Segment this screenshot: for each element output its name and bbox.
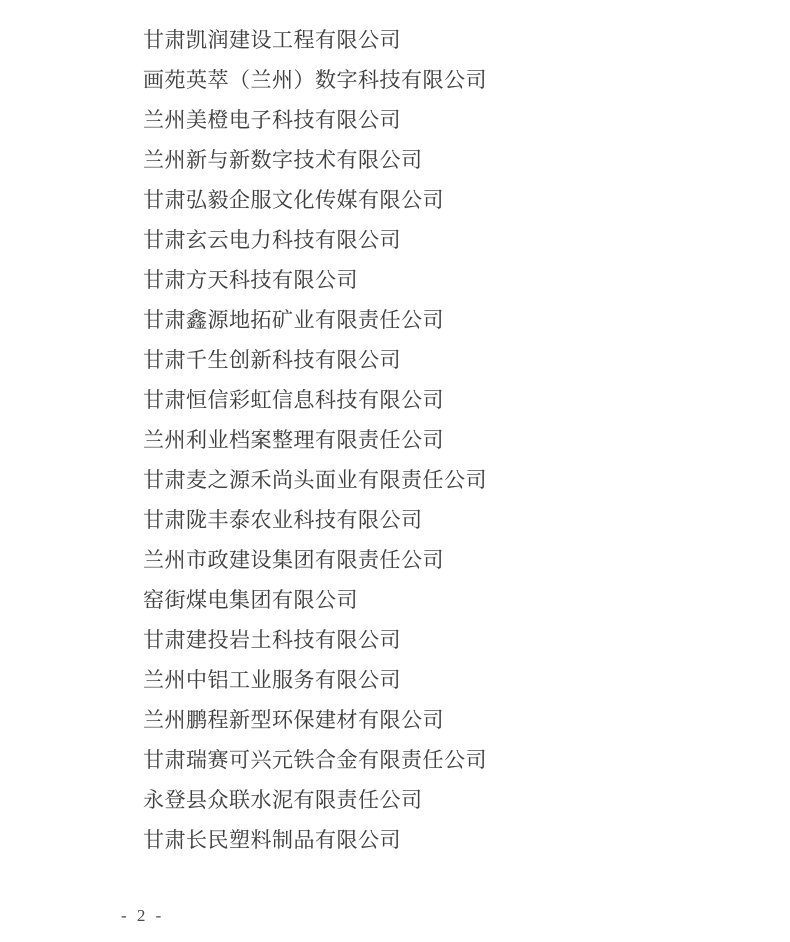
company-name: 甘肃凯润建设工程有限公司 (143, 28, 401, 52)
company-name: 兰州鹏程新型环保建材有限公司 (143, 708, 444, 732)
company-name: 甘肃玄云电力科技有限公司 (143, 228, 401, 252)
company-name: 兰州利业档案整理有限责任公司 (143, 428, 444, 452)
company-name: 甘肃恒信彩虹信息科技有限公司 (143, 388, 444, 412)
company-name: 甘肃陇丰泰农业科技有限公司 (143, 508, 423, 532)
company-name: 甘肃千生创新科技有限公司 (143, 348, 401, 372)
company-name: 兰州美橙电子科技有限公司 (143, 108, 401, 132)
company-name: 画苑英萃（兰州）数字科技有限公司 (143, 68, 487, 92)
company-name: 甘肃鑫源地拓矿业有限责任公司 (143, 308, 444, 332)
company-name: 甘肃弘毅企服文化传媒有限公司 (143, 188, 444, 212)
company-name: 兰州中铝工业服务有限公司 (143, 668, 401, 692)
company-name: 永登县众联水泥有限责任公司 (143, 788, 423, 812)
company-name: 甘肃瑞赛可兴元铁合金有限责任公司 (143, 748, 487, 772)
company-name: 兰州新与新数字技术有限公司 (143, 148, 423, 172)
company-name: 甘肃方天科技有限公司 (143, 268, 358, 292)
company-name: 甘肃长民塑料制品有限公司 (143, 828, 401, 852)
company-name: 窑街煤电集团有限公司 (143, 588, 358, 612)
company-list (143, 20, 703, 860)
page-number: - 2 - (121, 906, 165, 925)
company-name: 兰州市政建设集团有限责任公司 (143, 548, 444, 572)
company-name: 甘肃建投岩土科技有限公司 (143, 628, 401, 652)
company-name: 甘肃麦之源禾尚头面业有限责任公司 (143, 468, 487, 492)
